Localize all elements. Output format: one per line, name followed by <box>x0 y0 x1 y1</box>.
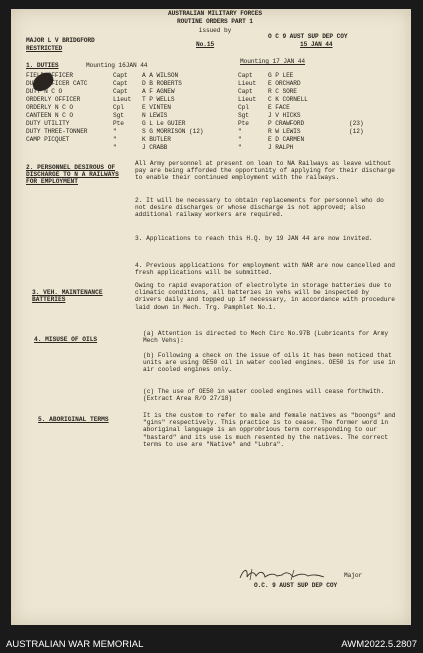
duty-rank2: " <box>238 144 242 151</box>
duty-role: DUTY UTILITY <box>26 120 70 127</box>
section-2-para-3: 3. Applications to reach this H.Q. by 19 JAN 44 are now invited. <box>135 235 373 242</box>
duty-rank2: Sgt <box>238 112 249 119</box>
duty-rank2: Capt <box>238 88 253 95</box>
duty-role: FIELD OFFICER <box>26 72 73 79</box>
footer-institution: AUSTRALIAN WAR MEMORIAL <box>6 639 144 650</box>
section-4-para-a: (a) Attention is directed to Mech Circ No.97B (Lubricants for Army Mech Vehs): <box>143 330 389 345</box>
issued-by: issued by <box>198 27 232 34</box>
section-5-para-1: It is the custom to refer to male and female natives as "boongs" and "gins" respectively. This practice is to cease. The former word in aboriginal language is an opprobrious term corresponding to our "bastard" and its use is much resented by the natives. The correct terms to use are "Native" and "Lubra". <box>143 412 396 448</box>
duty-rank2: Lieut <box>238 96 257 103</box>
footer-bar <box>0 635 423 653</box>
duty-name1: G L Le GUIER <box>142 120 186 127</box>
duty-name2: G P LEE <box>268 72 294 79</box>
section-3-title: 3. VEH. MAINTENANCE BATTERIES <box>32 289 103 304</box>
section-2-para-2: 2. It will be necessary to obtain replacements for personnel who do not desire discharges or whose discharge is not approved; also additional railway workers are required. <box>135 197 384 219</box>
duty-rank1: Capt <box>113 88 128 95</box>
duties-heading: 1. DUTIES <box>26 62 59 69</box>
duty-rank1: Capt <box>113 72 128 79</box>
duty-role: CAMP PICQUET <box>26 136 70 143</box>
section-4-title: 4. MISUSE OF OILS <box>34 336 98 343</box>
duty-name2: J V HICKS <box>268 112 301 119</box>
duty-role: DUTY OFFICER CATC <box>26 80 88 87</box>
unit-name: O C 9 AUST SUP DEP COY <box>268 33 348 40</box>
duty-name1: K BUTLER <box>142 136 171 143</box>
doc-heading: AUSTRALIAN MILITARY FORCES <box>168 10 262 17</box>
duty-name2: E FACE <box>268 104 290 111</box>
section-4-para-c: (c) The use of OE50 in water cooled engines will cease forthwith. (Extract Area R/O 27/18) <box>143 388 385 403</box>
duty-rank1: Pte <box>113 120 124 127</box>
duty-rank1: Sgt <box>113 112 124 119</box>
duty-role: ORDERLY N C O <box>26 104 73 111</box>
duty-role: ORDERLY OFFICER <box>26 96 81 103</box>
duty-rank2: Cpl <box>238 104 249 111</box>
issuer-name: MAJOR L V BRIDGFORD <box>26 37 95 44</box>
duty-name2: C K CORNELL <box>268 96 308 103</box>
section-2-para-1: All Army personnel at present on loan to NA Railways as leave without pay are being afforded the opportunity of applying for their discharge to enable their continued employment with the railways. <box>135 160 395 182</box>
duty-name2: P CRAWFORD <box>268 120 305 127</box>
section-2-title: 2. PERSONNEL DESIROUS OF DISCHARGE TO N A RAILWAYS FOR EMPLOYMENT <box>26 164 119 186</box>
duty-name2: E D CARMEN <box>268 136 305 143</box>
duty-name2: J RALPH <box>268 144 294 151</box>
duty-rank2: " <box>238 128 242 135</box>
handwritten-signature <box>238 566 338 582</box>
duty-role: DUTY N C O <box>26 88 63 95</box>
order-date: 15 JAN 44 <box>300 41 333 48</box>
duty-rank1: Capt <box>113 80 128 87</box>
section-3-para-1: Owing to rapid evaporation of electrolyte in storage batteries due to climatic conditions, all batteries in vehs will be inspected by drivers daily and topped up if necessary, in accordance with procedure laid down in Mech. Trg. Pamphlet No.1. <box>135 282 395 311</box>
duty-rank2: Lieut <box>238 80 257 87</box>
duty-name1: A A WILSON <box>142 72 179 79</box>
mounting-right: Mounting 17 JAN 44 <box>240 58 306 65</box>
doc-subheading: ROUTINE ORDERS PART 1 <box>177 18 253 25</box>
duty-role: DUTY THREE-TONNER <box>26 128 88 135</box>
duty-name1: T P WELLS <box>142 96 175 103</box>
duty-rank1: Cpl <box>113 104 124 111</box>
duty-rank2: Capt <box>238 72 253 79</box>
duty-num: (23) <box>349 120 364 127</box>
mounting-left: Mounting 16JAN 44 <box>86 62 148 69</box>
signatory-rank: Major <box>344 572 363 579</box>
duty-rank1: " <box>113 144 117 151</box>
duty-name1: A F AGNEW <box>142 88 175 95</box>
duty-rank2: " <box>238 136 242 143</box>
duty-name1: D B ROBERTS <box>142 80 182 87</box>
section-4-para-b: (b) Following a check on the issue of oils it has been noticed that units are using OE50 oil in water cooled engines. OE50 is for use in air cooled engines only. <box>143 352 396 374</box>
duty-rank1: " <box>113 128 117 135</box>
duty-name2: R C SORE <box>268 88 297 95</box>
section-2-para-4: 4. Previous applications for employment with NAR are now cancelled and fresh applications will be submitted. <box>135 262 395 277</box>
duty-name1: J CRABB <box>142 144 168 151</box>
classification: RESTRICTED <box>26 45 63 52</box>
duty-name2: R W LEWIS <box>268 128 301 135</box>
duty-name1: N LEWIS <box>142 112 168 119</box>
order-number: No.15 <box>196 41 215 48</box>
duty-rank1: " <box>113 136 117 143</box>
footer-accession: AWM2022.5.2807 <box>341 639 417 650</box>
duty-name1: E VINTEN <box>142 104 171 111</box>
section-5-title: 5. ABORIGINAL TERMS <box>38 416 109 423</box>
duty-name1: S G MORRISON (12) <box>142 128 204 135</box>
duty-name2: E ORCHARD <box>268 80 301 87</box>
duty-rank1: Lieut <box>113 96 132 103</box>
duty-rank2: Pte <box>238 120 249 127</box>
duty-role: CANTEEN N C O <box>26 112 73 119</box>
signatory-title: O.C. 9 AUST SUP DEP COY <box>254 582 338 589</box>
duty-num: (12) <box>349 128 364 135</box>
